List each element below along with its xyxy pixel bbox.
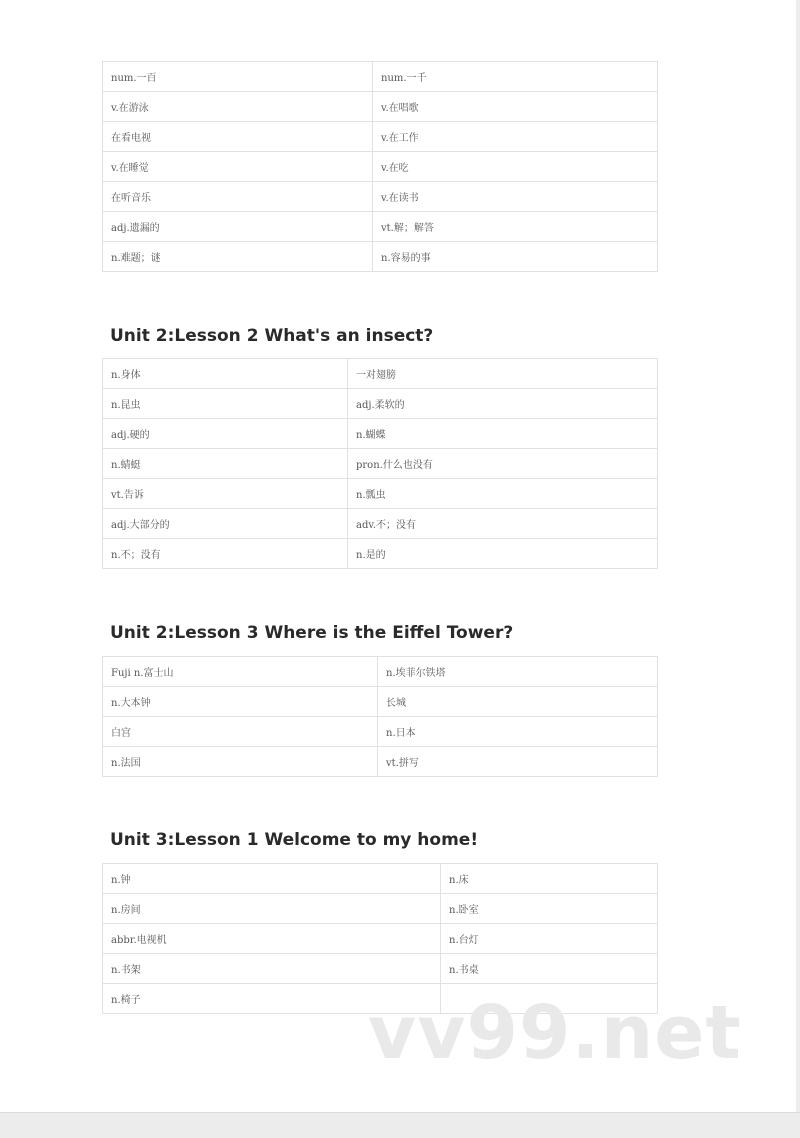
table-cell: n.书架 bbox=[103, 954, 441, 984]
table-cell: vt.拼写 bbox=[378, 747, 658, 777]
table-cell: n.钟 bbox=[103, 864, 441, 894]
section-heading: Unit 3:Lesson 1 Welcome to my home! bbox=[110, 830, 479, 850]
table-cell: vt.解；解答 bbox=[373, 212, 658, 242]
table-row bbox=[103, 152, 658, 182]
table-row bbox=[103, 359, 658, 389]
table-row bbox=[103, 747, 658, 777]
table-row bbox=[103, 62, 658, 92]
table-cell: v.在睡觉 bbox=[103, 152, 373, 182]
watermark: vv99.net bbox=[368, 990, 742, 1076]
table-cell: adv.不；没有 bbox=[348, 509, 658, 539]
page-bottom-band bbox=[0, 1112, 800, 1138]
table-cell: 白宫 bbox=[103, 717, 378, 747]
table-row bbox=[103, 509, 658, 539]
table-cell: abbr.电视机 bbox=[103, 924, 441, 954]
table-cell: n.埃菲尔铁塔 bbox=[378, 657, 658, 687]
table-cell: n.日本 bbox=[378, 717, 658, 747]
table-cell: n.椅子 bbox=[103, 984, 441, 1014]
table-cell: n.不；没有 bbox=[103, 539, 348, 569]
table-cell: num.一百 bbox=[103, 62, 373, 92]
table-cell: v.在吃 bbox=[373, 152, 658, 182]
table-row bbox=[103, 389, 658, 419]
table-cell: v.在唱歌 bbox=[373, 92, 658, 122]
table-cell: adj.柔软的 bbox=[348, 389, 658, 419]
table-row bbox=[103, 479, 658, 509]
table-cell: n.瓢虫 bbox=[348, 479, 658, 509]
table-row bbox=[103, 864, 658, 894]
table-cell: v.在读书 bbox=[373, 182, 658, 212]
table-row bbox=[103, 92, 658, 122]
section-heading: Unit 2:Lesson 2 What's an insect? bbox=[110, 326, 434, 346]
vocab-table-2 bbox=[102, 358, 658, 569]
table-cell: n.书桌 bbox=[441, 954, 658, 984]
table-row bbox=[103, 122, 658, 152]
table-row bbox=[103, 894, 658, 924]
table-cell: adj.硬的 bbox=[103, 419, 348, 449]
vocab-table-3 bbox=[102, 656, 658, 777]
table-cell: n.难题；谜 bbox=[103, 242, 373, 272]
table-cell: vt.告诉 bbox=[103, 479, 348, 509]
table-row bbox=[103, 657, 658, 687]
table-row bbox=[103, 212, 658, 242]
table-cell: n.是的 bbox=[348, 539, 658, 569]
table-cell: n.身体 bbox=[103, 359, 348, 389]
table-cell: n.法国 bbox=[103, 747, 378, 777]
table-cell: 长城 bbox=[378, 687, 658, 717]
vocab-table-1 bbox=[102, 61, 658, 272]
section-heading: Unit 2:Lesson 3 Where is the Eiffel Tower? bbox=[110, 623, 514, 643]
table-cell: n.蝴蝶 bbox=[348, 419, 658, 449]
page-edge-shadow bbox=[796, 0, 800, 1137]
table-row bbox=[103, 419, 658, 449]
table-row bbox=[103, 539, 658, 569]
table-row bbox=[103, 449, 658, 479]
table-cell: v.在工作 bbox=[373, 122, 658, 152]
table-row bbox=[103, 182, 658, 212]
table-row bbox=[103, 924, 658, 954]
table-cell: num.一千 bbox=[373, 62, 658, 92]
table-cell: 一对翅膀 bbox=[348, 359, 658, 389]
table-row bbox=[103, 954, 658, 984]
table-row bbox=[103, 687, 658, 717]
table-cell: 在看电视 bbox=[103, 122, 373, 152]
table-cell: 在听音乐 bbox=[103, 182, 373, 212]
table-cell: n.蜻蜓 bbox=[103, 449, 348, 479]
table-cell: n.卧室 bbox=[441, 894, 658, 924]
table-cell: adj.大部分的 bbox=[103, 509, 348, 539]
table-cell: Fuji n.富士山 bbox=[103, 657, 378, 687]
table-cell: adj.遗漏的 bbox=[103, 212, 373, 242]
table-cell: n.房间 bbox=[103, 894, 441, 924]
table-cell: n.大本钟 bbox=[103, 687, 378, 717]
table-cell: n.昆虫 bbox=[103, 389, 348, 419]
table-row bbox=[103, 717, 658, 747]
table-cell: pron.什么也没有 bbox=[348, 449, 658, 479]
table-cell: n.台灯 bbox=[441, 924, 658, 954]
table-cell: v.在游泳 bbox=[103, 92, 373, 122]
table-cell: n.床 bbox=[441, 864, 658, 894]
table-row bbox=[103, 242, 658, 272]
table-cell: n.容易的事 bbox=[373, 242, 658, 272]
